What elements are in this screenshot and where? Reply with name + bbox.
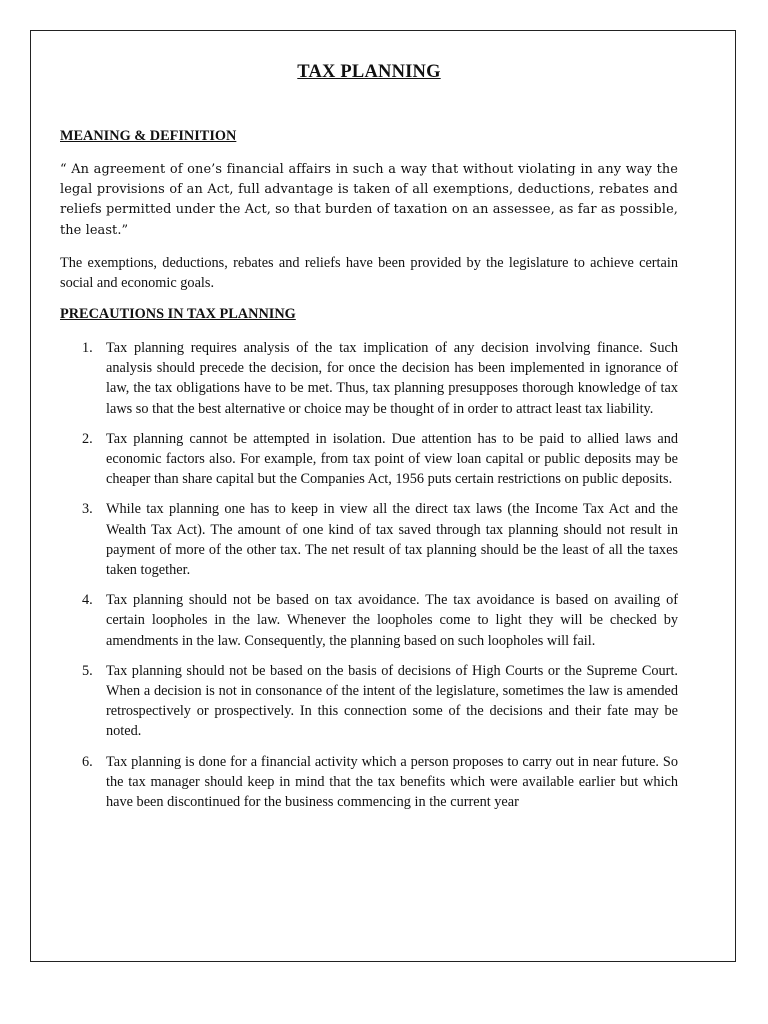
item-number: 3.	[82, 501, 93, 518]
precaution-item	[60, 661, 678, 742]
item-number: 2.	[82, 430, 93, 447]
precautions-list	[60, 338, 678, 822]
item-text: Tax planning should not be based on tax avoidance. The tax avoidance is based on availing of certain loopholes in the law. Whenever the loopholes come to light they will be checked by amendments in the law. Consequently, the planning based on such loopholes will fail.	[106, 592, 678, 649]
precaution-item	[60, 499, 678, 580]
item-text: Tax planning cannot be attempted in isolation. Due attention has to be paid to allied laws and economic factors also. For example, from tax point of view loan capital or public deposits may be cheaper than share capital but the Companies Act, 1956 puts certain restrictions on public deposits.	[106, 430, 678, 488]
item-number: 6.	[82, 753, 93, 770]
document-title: TAX PLANNING	[297, 62, 441, 82]
precaution-item	[60, 752, 678, 813]
item-number: 5.	[82, 662, 93, 679]
precaution-item	[60, 429, 678, 490]
precaution-item	[60, 338, 678, 419]
meaning-heading: MEANING & DEFINITION	[60, 128, 237, 144]
item-number: 4.	[82, 592, 93, 609]
item-number: 1.	[82, 340, 93, 356]
precautions-heading: PRECAUTIONS IN TAX PLANNING	[60, 306, 296, 322]
precaution-item	[60, 590, 678, 651]
exemptions-paragraph: The exemptions, deductions, rebates and reliefs have been provided by the legislature to achieve certain social and economic goals.	[60, 255, 678, 292]
definition-quote: “ An agreement of one’s financial affairs in such a way that without violating in any way the legal provisions of an Act, full advantage is taken of all exemptions, deductions, rebates and reliefs permitted under the Act, so that burden of taxation on an assessee, as far as possible, the least.”	[60, 162, 678, 238]
item-text: Tax planning should not be based on the basis of decisions of High Courts or the Supreme Court. When a decision is not in consonance of the intent of the legislature, sometimes the law is amended retrospectively or prospectively. In this connection some of the decisions and their fate may be noted.	[106, 662, 678, 740]
item-text: Tax planning is done for a financial activity which a person proposes to carry out in near future. So the tax manager should keep in mind that the tax benefits which were available earlier but which have been discontinued for the business commencing in the current year	[106, 753, 678, 811]
item-text: While tax planning one has to keep in view all the direct tax laws (the Income Tax Act and the Wealth Tax Act). The amount of one kind of tax saved through tax planning should not result in payment of more of the other tax. The net result of tax planning should be the least of all the taxes taken together.	[106, 501, 678, 579]
item-text: Tax planning requires analysis of the tax implication of any decision involving finance. Such analysis should precede the decision, for once the decision has been implemented in ignorance of law, the tax obligations have to be met. Thus, tax planning presupposes thorough knowledge of tax laws so that the best alternative or choice may be thought of in order to attract least tax liability.	[106, 340, 678, 417]
